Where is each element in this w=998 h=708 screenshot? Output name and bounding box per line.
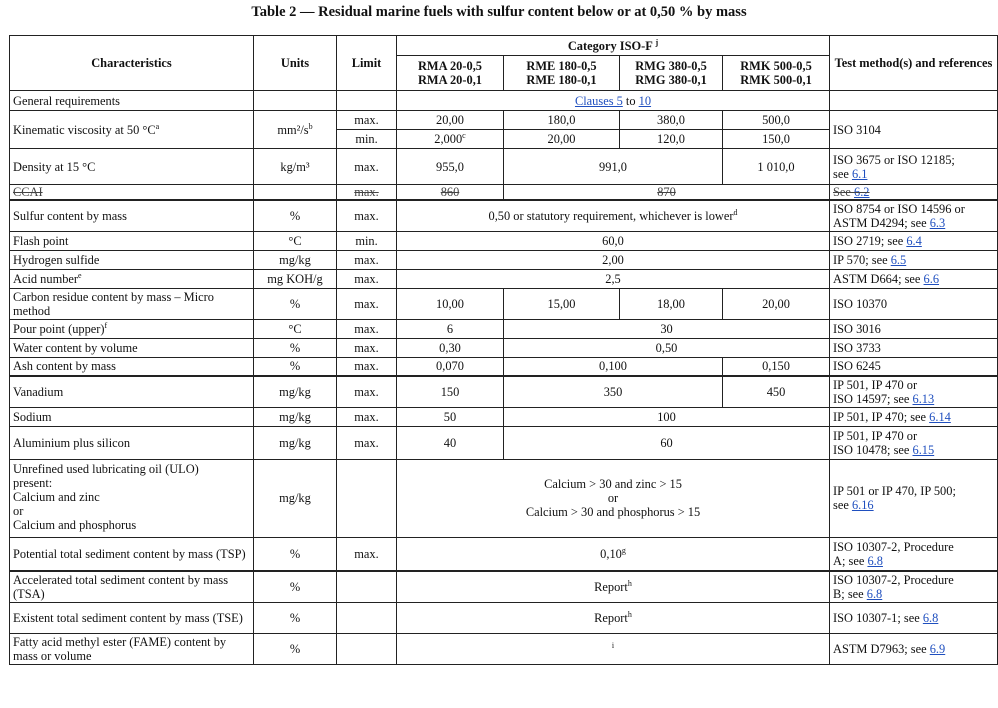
test-method-cell: IP 501 or IP 470, IP 500; see 6.16 <box>830 459 998 537</box>
row-label: Pour point (upper)$^f$ <box>10 319 254 338</box>
value-cell: 2,00 <box>397 250 830 269</box>
limit-cell: min. <box>337 231 397 250</box>
row-unit: mg/kg <box>254 250 337 269</box>
value-cell: 500,0 <box>723 111 830 130</box>
table-title: Table 2 — Residual marine fuels with sulfur content below or at 0,50 % by mass <box>251 4 747 20</box>
table-row <box>10 459 998 537</box>
test-method-cell: ISO 6245 <box>830 357 998 376</box>
table-row <box>10 633 998 664</box>
header-limit: Limit <box>337 36 397 91</box>
row-unit: % <box>254 288 337 319</box>
ref-link[interactable]: 6.2 <box>854 185 870 199</box>
ref-link[interactable]: 6.5 <box>890 252 907 267</box>
row-label: Acid number$^e$ <box>10 269 254 288</box>
row-label: General requirements <box>10 91 254 111</box>
row-label: Kinematic viscosity at 50 $^\circ C^a$ <box>10 111 254 149</box>
row-label: Vanadium <box>10 376 254 407</box>
row-unit: mm²/$s^b$ <box>254 111 337 149</box>
ref-link[interactable]: 6.13 <box>912 391 935 406</box>
test-method-cell: IP 570; see 6.5 <box>830 250 998 269</box>
row-unit: mg/kg <box>254 376 337 407</box>
test-method-cell: ISO 8754 or ISO 14596 or ASTM D4294; see 6.3 <box>830 200 998 231</box>
ref-link[interactable]: 6.15 <box>912 442 935 457</box>
residual-fuels-table <box>9 35 998 665</box>
limit-cell: max. <box>337 200 397 231</box>
value-cell: 150,0 <box>723 130 830 149</box>
value-cell: 380,0 <box>620 111 723 130</box>
test-method-cell: ISO 3675 or ISO 12185; see 6.1 <box>830 149 998 185</box>
value-cell: 2,5 <box>397 269 830 288</box>
clause-10-link[interactable]: 10 <box>638 93 652 108</box>
row-unit: kg/m³ <box>254 149 337 185</box>
limit-cell: max. <box>337 149 397 185</box>
value-cell: 150 <box>397 376 504 407</box>
value-cell: 10,00 <box>397 288 504 319</box>
test-method-cell: ISO 10307-1; see 6.8 <box>830 602 998 633</box>
row-unit: mg/kg <box>254 426 337 459</box>
ref-link[interactable]: 6.8 <box>866 586 883 601</box>
table-row <box>10 231 998 250</box>
value-cell: 120,0 <box>620 130 723 149</box>
table-row <box>10 269 998 288</box>
value-cell: 0,10$^g$ <box>397 537 830 571</box>
value-cell: 18,00 <box>620 288 723 319</box>
limit-cell: max. <box>337 537 397 571</box>
header-grade-rma: RMA 20-0,5 RMA 20-0,1 <box>397 56 504 91</box>
value-cell: 20,00 <box>723 288 830 319</box>
limit-cell: max. <box>337 250 397 269</box>
value-cell: 50 <box>397 407 504 426</box>
value-cell: 350 <box>504 376 723 407</box>
value-cell: 180,0 <box>504 111 620 130</box>
limit-cell: max. <box>337 288 397 319</box>
limit-cell: max. <box>337 407 397 426</box>
ref-link[interactable]: 6.16 <box>851 498 874 512</box>
value-cell: 15,00 <box>504 288 620 319</box>
table-row <box>10 185 998 201</box>
row-label: Unrefined used lubricating oil (ULO) present: Calcium and zinc or Calcium and phosphorus <box>10 459 254 537</box>
header-row <box>10 36 998 56</box>
limit-cell: max. <box>337 111 397 130</box>
test-method-cell: IP 501, IP 470 or ISO 14597; see 6.13 <box>830 376 998 407</box>
limit-cell: max. <box>337 269 397 288</box>
value-cell: 40 <box>397 426 504 459</box>
header-units: Units <box>254 36 337 91</box>
table-row <box>10 602 998 633</box>
clauses-link[interactable]: Clauses 5 <box>574 93 623 108</box>
header-grade-rmg: RMG 380-0,5 RMG 380-0,1 <box>620 56 723 91</box>
table-row <box>10 200 998 231</box>
test-method-cell: ASTM D664; see 6.6 <box>830 269 998 288</box>
value-cell: Report$^h$ <box>397 602 830 633</box>
ref-link[interactable]: 6.4 <box>906 233 922 248</box>
table-row <box>10 537 998 571</box>
row-label: Flash point <box>10 231 254 250</box>
test-method-cell: IP 501, IP 470 or ISO 10478; see 6.15 <box>830 426 998 459</box>
row-label: Carbon residue content by mass – Micro method <box>10 288 254 319</box>
value-cell: 60 <box>504 426 830 459</box>
value-cell: 0,50 <box>504 338 830 357</box>
row-label: Ash content by mass <box>10 357 254 376</box>
value-cell: 0,30 <box>397 338 504 357</box>
test-method-cell: ISO 3733 <box>830 338 998 357</box>
table-row <box>10 288 998 319</box>
test-method-cell: ISO 10307-2, Procedure A; see 6.8 <box>830 537 998 571</box>
value-cell: 0,070 <box>397 357 504 376</box>
value-cell: 0,150 <box>723 357 830 376</box>
ref-link[interactable]: 6.8 <box>867 553 883 568</box>
limit-cell: max. <box>337 357 397 376</box>
header-grade-rme: RME 180-0,5 RME 180-0,1 <box>504 56 620 91</box>
ref-link[interactable]: 6.6 <box>923 271 940 286</box>
row-unit: % <box>254 537 337 571</box>
value-cell: 870 <box>504 185 830 201</box>
value-cell: 100 <box>504 407 830 426</box>
table-row <box>10 250 998 269</box>
row-unit: mg/kg <box>254 459 337 537</box>
ref-link[interactable]: 6.1 <box>851 166 868 181</box>
test-method-cell: ISO 10370 <box>830 288 998 319</box>
limit-cell: max. <box>337 185 397 201</box>
header-characteristics: Characteristics <box>10 36 254 91</box>
table-row <box>10 376 998 407</box>
value-cell: 860 <box>397 185 504 201</box>
table-row <box>10 407 998 426</box>
limit-cell: max. <box>337 376 397 407</box>
value-cell: 0,100 <box>504 357 723 376</box>
row-unit: mg KOH/g <box>254 269 337 288</box>
row-label: Sodium <box>10 407 254 426</box>
row-unit: °C <box>254 319 337 338</box>
value-cell: 60,0 <box>397 231 830 250</box>
row-unit: mg/kg <box>254 407 337 426</box>
header-category: Category ISO-F $^j$ <box>397 36 830 56</box>
test-method-cell: IP 501, IP 470; see 6.14 <box>830 407 998 426</box>
row-unit: °C <box>254 231 337 250</box>
row-unit: % <box>254 357 337 376</box>
value-cell: 20,00 <box>504 130 620 149</box>
ref-link[interactable]: 6.14 <box>929 409 951 424</box>
value-cell: 0,50 or statutory requirement, whichever is lower$^d$ <box>397 200 830 231</box>
test-method-cell: See 6.2 <box>830 185 998 201</box>
row-label: Potential total sediment content by mass (TSP) <box>10 537 254 571</box>
table-row <box>10 357 998 376</box>
table-row <box>10 319 998 338</box>
row-unit: % <box>254 633 337 664</box>
limit-cell: max. <box>337 319 397 338</box>
table-row <box>10 91 998 111</box>
header-grade-rmk: RMK 500-0,5 RMK 500-0,1 <box>723 56 830 91</box>
test-method-cell: ISO 3016 <box>830 319 998 338</box>
row-label: Sulfur content by mass <box>10 200 254 231</box>
table-row <box>10 338 998 357</box>
row-unit: % <box>254 200 337 231</box>
value-cell: 20,00 <box>397 111 504 130</box>
test-method-cell: ISO 10307-2, Procedure B; see 6.8 <box>830 571 998 602</box>
row-label: Hydrogen sulfide <box>10 250 254 269</box>
header-test-method: Test method(s) and references <box>830 36 998 91</box>
row-label: Accelerated total sediment content by mass (TSA) <box>10 571 254 602</box>
table-row <box>10 426 998 459</box>
test-method-cell: ISO 3104 <box>830 111 998 149</box>
value-cell: 991,0 <box>504 149 723 185</box>
ref-link[interactable]: 6.8 <box>922 610 939 625</box>
value-cell: i <box>397 633 830 664</box>
value-cell: 2,000$^c$ <box>397 130 504 149</box>
limit-cell: min. <box>337 130 397 149</box>
value-cell: 6 <box>397 319 504 338</box>
value-cell: 30 <box>504 319 830 338</box>
row-unit: % <box>254 571 337 602</box>
limit-cell: max. <box>337 426 397 459</box>
general-clauses: Clauses 5 to 10 <box>397 91 830 111</box>
test-method-cell: ISO 2719; see 6.4 <box>830 231 998 250</box>
value-cell: Calcium > 30 and zinc > 15 or Calcium > 30 and phosphorus > 15 <box>397 459 830 537</box>
table-row <box>10 111 998 130</box>
row-unit: % <box>254 602 337 633</box>
value-cell: 955,0 <box>397 149 504 185</box>
table-row <box>10 571 998 602</box>
ref-link[interactable]: 6.3 <box>929 215 946 230</box>
row-label: Existent total sediment content by mass (TSE) <box>10 602 254 633</box>
value-cell: 1 010,0 <box>723 149 830 185</box>
row-label: Density at 15 °C <box>10 149 254 185</box>
value-cell: 450 <box>723 376 830 407</box>
ref-link[interactable]: 6.9 <box>929 641 946 656</box>
row-label: Water content by volume <box>10 338 254 357</box>
table-row <box>10 149 998 185</box>
test-method-cell: ASTM D7963; see 6.9 <box>830 633 998 664</box>
value-cell: Report$^h$ <box>397 571 830 602</box>
row-unit: % <box>254 338 337 357</box>
limit-cell: max. <box>337 338 397 357</box>
row-label: Fatty acid methyl ester (FAME) content by mass or volume <box>10 633 254 664</box>
row-label: Aluminium plus silicon <box>10 426 254 459</box>
row-label: CCAI <box>10 185 254 201</box>
